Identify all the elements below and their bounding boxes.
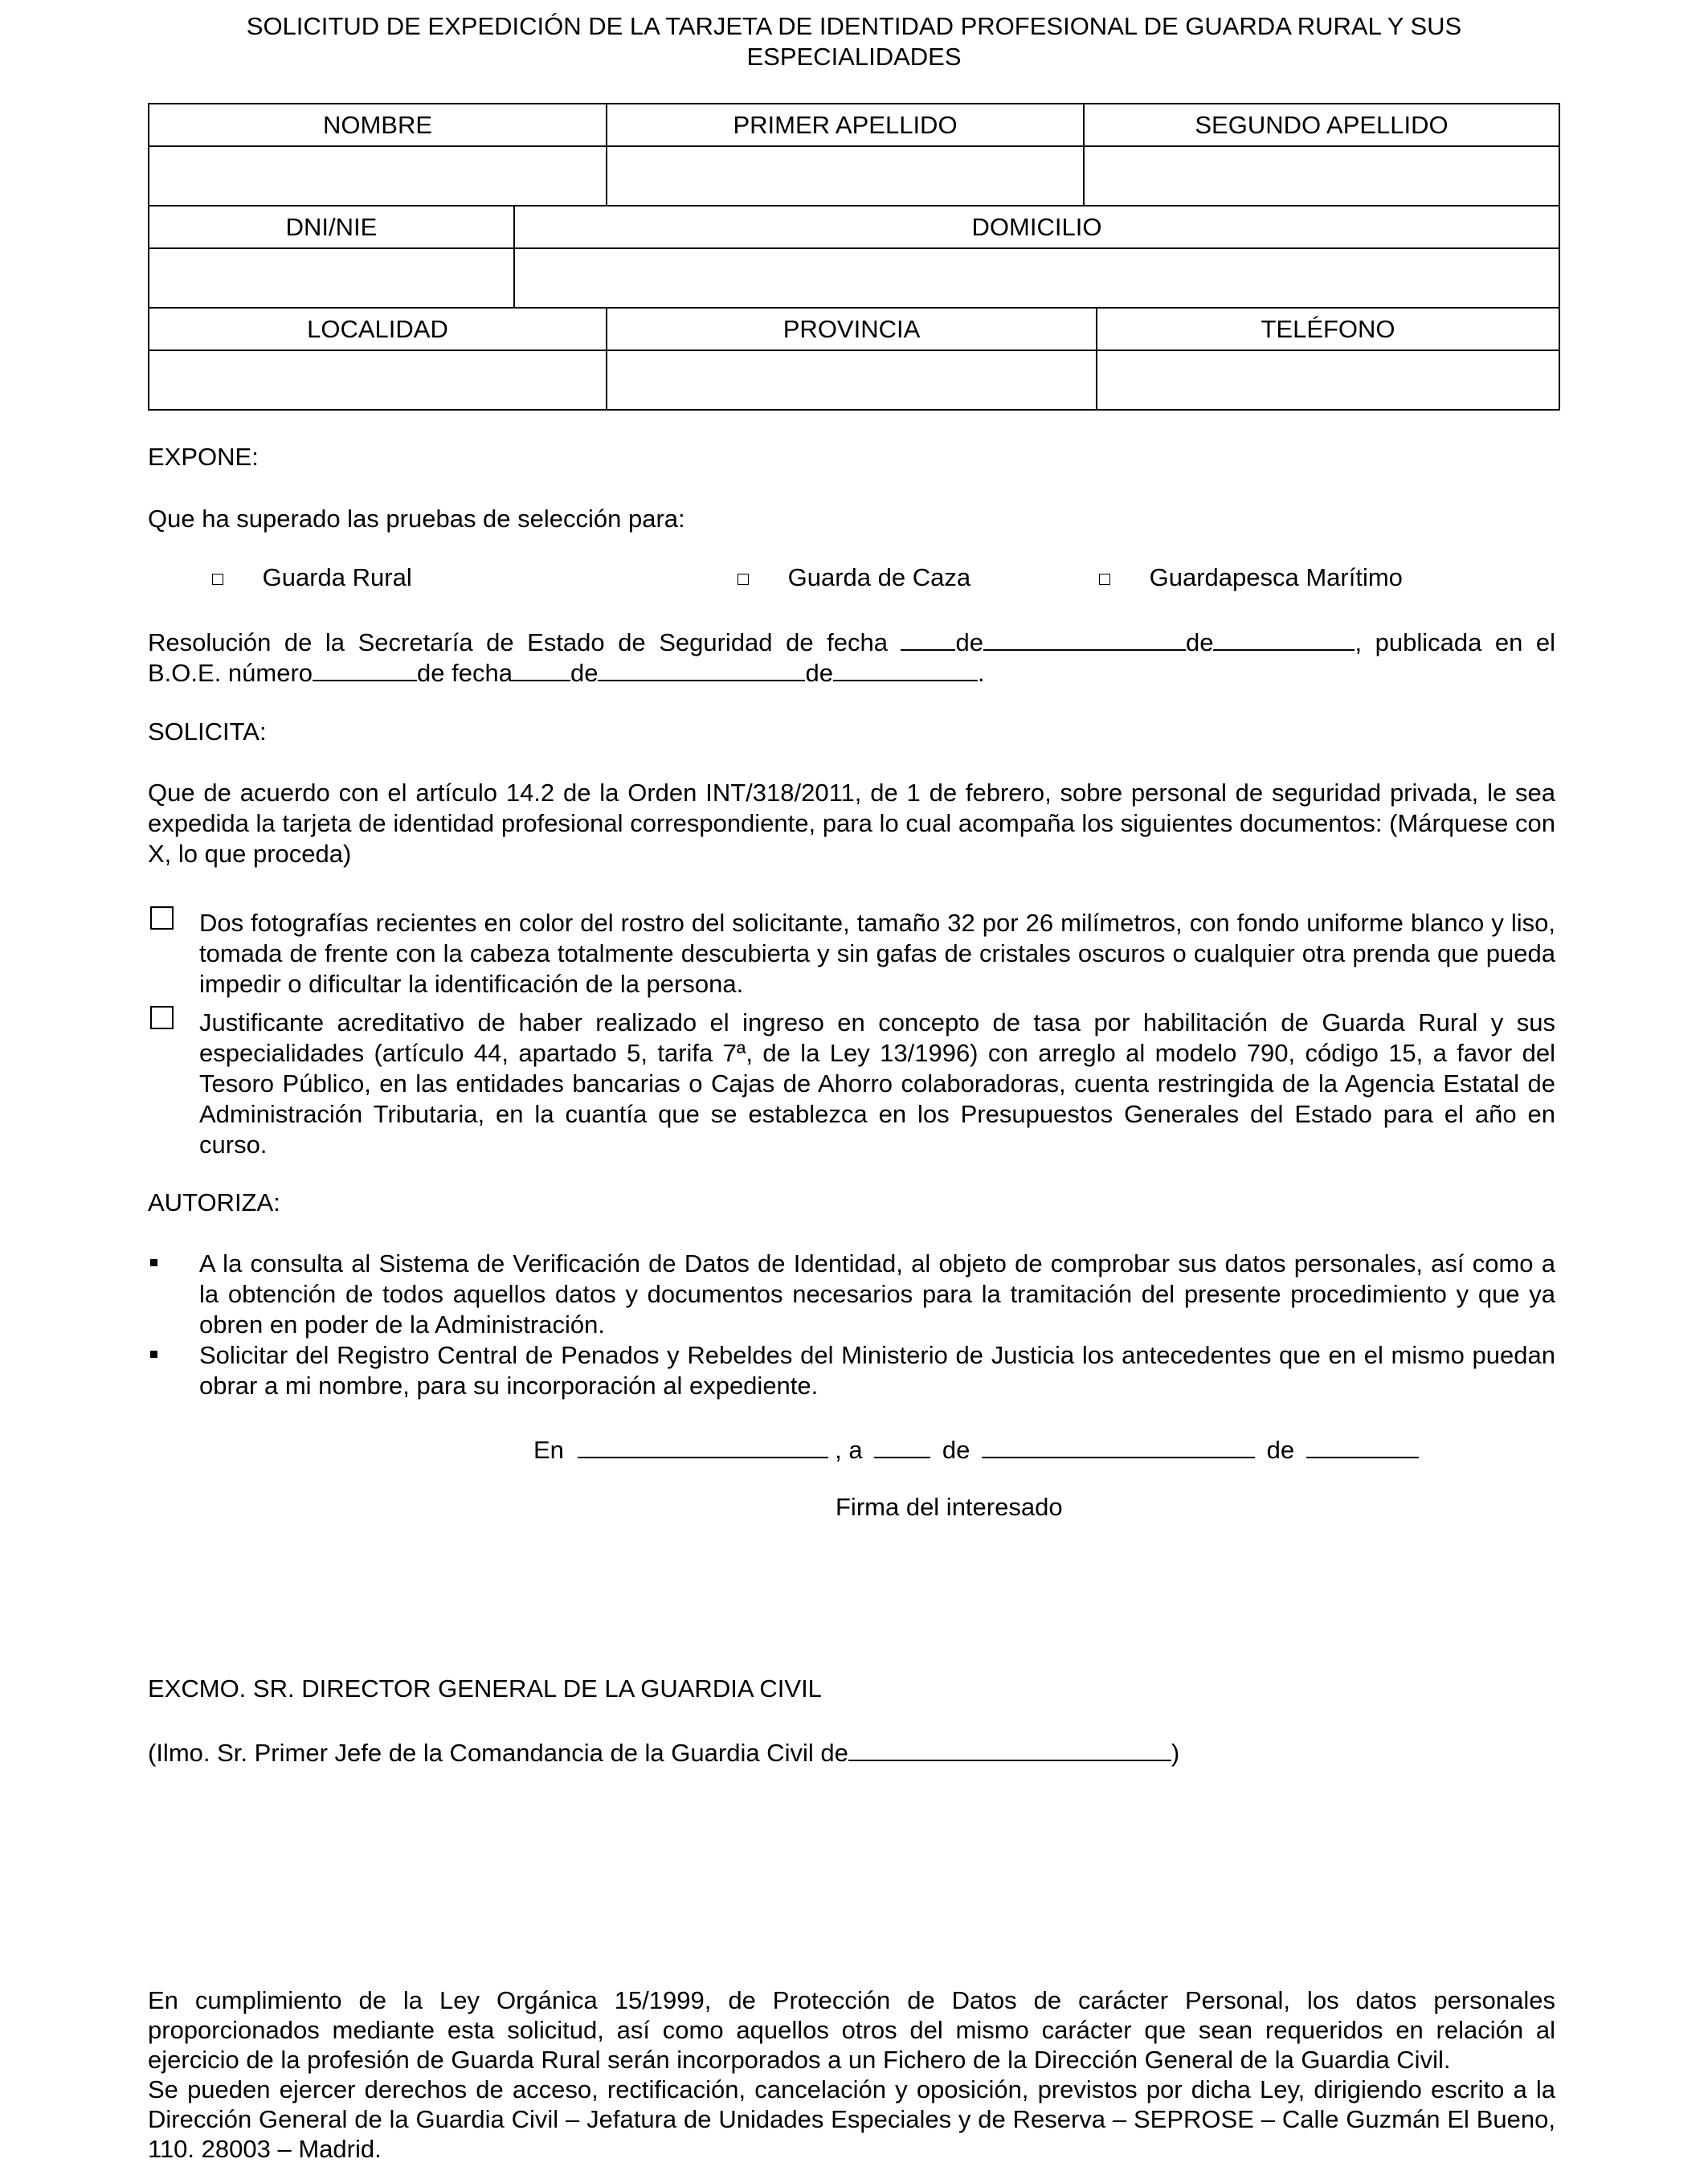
solicita-item-fotografias: Dos fotografías recientes en color del rostro del solicitante, tamaño 32 por 26 milímetros, con fondo uniforme blanco y liso, tomada de frente con la cabeza totalmente descubierta y sin gafas de cristales oscuros o cualquier otra prenda que pueda impedir o dificultar la identificación de la persona. xyxy=(199,909,1555,998)
header-localidad: LOCALIDAD xyxy=(149,308,607,350)
blank-day[interactable] xyxy=(901,625,955,651)
blank-comandancia[interactable] xyxy=(848,1736,1171,1761)
checkbox-guardapesca[interactable] xyxy=(1099,574,1110,585)
footer-paragraph-1: En cumplimiento de la Ley Orgánica 15/1999, de Protección de Datos de carácter Personal, los datos personales proporcionados mediante esta solicitud, así como aquellos otros del mismo carácter que sean requeridos en relación al ejercicio de la profesión de Guarda Rural serán incorporados a un Fichero de la Dirección General de la Guardia Civil. xyxy=(148,1986,1555,2074)
blank-place[interactable] xyxy=(578,1433,828,1458)
blank-month[interactable] xyxy=(983,625,1186,651)
checkbox-justificante[interactable] xyxy=(150,1006,174,1029)
expone-heading: EXPONE: xyxy=(148,443,259,471)
de-text: de xyxy=(1185,628,1214,656)
de-fecha-text: de fecha xyxy=(417,659,513,687)
autoriza-item-verificacion: A la consulta al Sistema de Verificación de Datos de Identidad, al objeto de comprobar sus datos personales, así como a la obtención de todos aquellos datos y documentos necesarios para la tramitación del presente procedimiento y que ya obren en poder de la Administración. xyxy=(199,1249,1555,1339)
option-guarda-rural[interactable] xyxy=(212,562,412,593)
boe-text: B.O.E. número xyxy=(148,659,313,687)
telefono-field[interactable] xyxy=(1097,350,1559,410)
addressee-alt-text: (Ilmo. Sr. Primer Jefe de la Comandancia de la Guardia Civil de xyxy=(148,1739,848,1767)
segundo-apellido-field[interactable] xyxy=(1084,146,1559,206)
de-text: de xyxy=(955,628,983,656)
solicita-text: Que de acuerdo con el artículo 14.2 de la Orden INT/318/2011, de 1 de febrero, sobre personal de seguridad privada, le sea expedida la tarjeta de identidad profesional correspondiente, para lo cual acompaña los siguientes documentos: (Márquese con X, lo que proceda) xyxy=(148,779,1555,868)
option-guardapesca[interactable] xyxy=(1099,562,1403,593)
option-label: Guarda Rural xyxy=(262,563,412,591)
a-text: , a xyxy=(835,1436,863,1464)
de-text: de xyxy=(942,1436,970,1464)
autoriza-heading: AUTORIZA: xyxy=(148,1188,280,1216)
blank-boe-month[interactable] xyxy=(598,656,805,681)
checkbox-guarda-caza[interactable] xyxy=(738,574,749,585)
published-text: , publicada en el xyxy=(1355,628,1556,656)
dni-field[interactable] xyxy=(149,248,514,308)
signature-label: Firma del interesado xyxy=(836,1493,1063,1521)
blank-year[interactable] xyxy=(1213,625,1355,651)
primer-apellido-field[interactable] xyxy=(607,146,1084,206)
header-telefono: TELÉFONO xyxy=(1097,308,1559,350)
boe-line xyxy=(148,656,985,689)
de-text: de xyxy=(570,659,599,687)
header-provincia: PROVINCIA xyxy=(607,308,1097,350)
blank-sign-day[interactable] xyxy=(874,1433,930,1458)
expone-intro: Que ha superado las pruebas de selección para: xyxy=(148,505,685,533)
header-primer-apellido: PRIMER APELLIDO xyxy=(607,104,1084,146)
period-text: . xyxy=(977,659,985,687)
header-domicilio: DOMICILIO xyxy=(514,206,1559,248)
form-title: SOLICITUD DE EXPEDICIÓN DE LA TARJETA DE IDENTIDAD PROFESIONAL DE GUARDA RURAL Y SUS ESPECIALIDADES xyxy=(246,12,1462,71)
blank-sign-month[interactable] xyxy=(982,1433,1255,1458)
addressee: EXCMO. SR. DIRECTOR GENERAL DE LA GUARDIA CIVIL xyxy=(148,1674,822,1703)
de-text: de xyxy=(1266,1436,1295,1464)
autoriza-item-penados: Solicitar del Registro Central de Penados y Rebeldes del Ministerio de Justicia los antecedentes que en el mismo puedan obrar a mi nombre, para su incorporación al expediente. xyxy=(199,1341,1555,1400)
en-text: En xyxy=(533,1436,564,1464)
header-dni: DNI/NIE xyxy=(149,206,514,248)
place-date-line xyxy=(533,1433,1419,1466)
blank-boe-year[interactable] xyxy=(833,656,978,681)
bullet-icon xyxy=(150,1259,157,1266)
provincia-field[interactable] xyxy=(607,350,1097,410)
resolution-text: Resolución de la Secretaría de Estado de Seguridad de fecha xyxy=(148,628,888,656)
localidad-field[interactable] xyxy=(149,350,607,410)
footer-privacy xyxy=(148,1985,1555,2164)
close-paren: ) xyxy=(1171,1739,1180,1767)
blank-sign-year[interactable] xyxy=(1306,1433,1419,1458)
option-label: Guarda de Caza xyxy=(787,563,971,591)
checkbox-fotografias[interactable] xyxy=(150,906,174,930)
de-text: de xyxy=(805,659,833,687)
blank-boe-number[interactable] xyxy=(313,656,417,681)
header-nombre: NOMBRE xyxy=(149,104,607,146)
blank-boe-day[interactable] xyxy=(513,656,570,681)
resolution-line xyxy=(148,625,1555,658)
solicita-item-justificante: Justificante acreditativo de haber realizado el ingreso en concepto de tasa por habilitación de Guarda Rural y sus especialidades (artículo 44, apartado 5, tarifa 7ª, de la Ley 13/1996) con arreglo al modelo 790, código 15, a favor del Tesoro Público, en las entidades bancarias o Cajas de Ahorro colaboradoras, cuenta restringida de la Agencia Estatal de Administración Tributaria, en la cuantía que se establezca en los Presupuestos Generales del Estado para el año en curso. xyxy=(199,1008,1555,1159)
solicita-heading: SOLICITA: xyxy=(148,718,267,746)
footer-paragraph-2: Se pueden ejercer derechos de acceso, rectificación, cancelación y oposición, previstos por dicha Ley, dirigiendo escrito a la Dirección General de la Guardia Civil – Jefatura de Unidades Especiales y de Reserva – SEPROSE – Calle Guzmán El Bueno, 110. 28003 – Madrid. xyxy=(148,2075,1555,2163)
nombre-field[interactable] xyxy=(149,146,607,206)
personal-data-table xyxy=(148,103,1560,411)
option-label: Guardapesca Marítimo xyxy=(1149,563,1403,591)
checkbox-guarda-rural[interactable] xyxy=(212,574,223,585)
option-guarda-caza[interactable] xyxy=(738,562,970,593)
bullet-icon xyxy=(150,1351,157,1358)
addressee-alt-line xyxy=(148,1736,1179,1768)
domicilio-field[interactable] xyxy=(514,248,1559,308)
header-segundo-apellido: SEGUNDO APELLIDO xyxy=(1084,104,1559,146)
